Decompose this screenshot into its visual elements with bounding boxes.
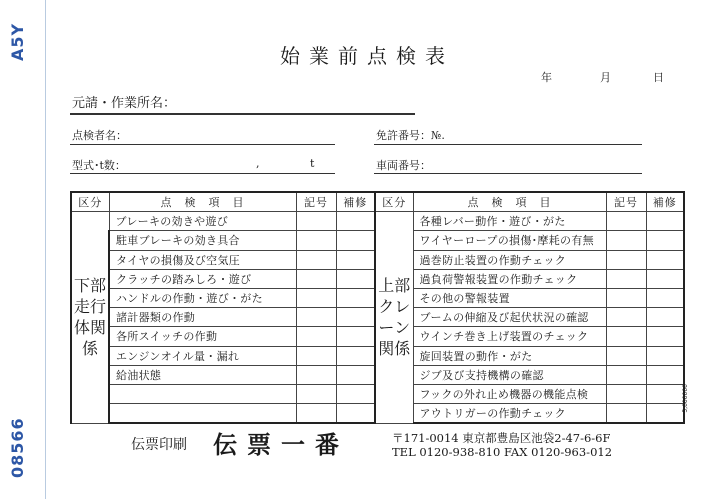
right-repair-cell-8[interactable] [646, 346, 684, 365]
right-item-10: フックの外れ止め機器の機能点検 [413, 384, 606, 403]
left-item-3: タイヤの損傷及び空気圧 [109, 250, 296, 269]
left-item-10 [109, 384, 296, 403]
left-repair-cell-9[interactable] [336, 365, 375, 384]
right-repair-cell-2[interactable] [646, 231, 684, 250]
right-repair-cell-3[interactable] [646, 250, 684, 269]
left-item-7: 各所スイッチの作動 [109, 327, 296, 346]
company-address: 〒171-0014 東京都豊島区池袋2-47-6-6F [392, 431, 611, 445]
left-repair-cell-2[interactable] [336, 231, 375, 250]
header-repair-left: 補修 [336, 192, 375, 212]
table-row [71, 212, 684, 231]
right-item-5: その他の警報装置 [413, 288, 606, 307]
date-month: 月 [600, 71, 611, 84]
right-mark-cell-4[interactable] [606, 269, 646, 288]
right-repair-cell-10[interactable] [646, 384, 684, 403]
brand-logo: 伝票一番 [213, 430, 349, 459]
header-item-left: 点 検 項 目 [109, 192, 296, 212]
right-mark-cell-6[interactable] [606, 308, 646, 327]
right-repair-cell-11[interactable] [646, 404, 684, 424]
date-year: 年 [541, 71, 552, 84]
left-item-4: クラッチの踏みしろ・遊び [109, 269, 296, 288]
right-mark-cell-9[interactable] [606, 365, 646, 384]
left-item-2: 駐車ブレーキの効き具合 [109, 231, 296, 250]
left-mark-cell-9[interactable] [296, 365, 336, 384]
left-mark-cell-5[interactable] [296, 288, 336, 307]
left-repair-cell-1[interactable] [336, 212, 375, 231]
header-category-left: 区分 [71, 192, 109, 212]
header-repair-right: 補修 [646, 192, 684, 212]
left-mark-cell-11[interactable] [296, 404, 336, 424]
left-item-1: ブレーキの効きや遊び [109, 212, 296, 231]
right-mark-cell-3[interactable] [606, 250, 646, 269]
header-item-right: 点 検 項 目 [413, 192, 606, 212]
right-mark-cell-7[interactable] [606, 327, 646, 346]
left-repair-cell-10[interactable] [336, 384, 375, 403]
left-repair-cell-11[interactable] [336, 404, 375, 424]
right-item-9: ジブ及び支持機構の確認 [413, 365, 606, 384]
serial-number: 5,000000 [682, 384, 689, 413]
form-code-top: A5Y [8, 22, 27, 62]
print-company-label: 伝票印刷 [131, 437, 187, 453]
vehicle-field[interactable] [374, 173, 642, 174]
model-ton-unit: t [310, 157, 315, 170]
left-item-9: 給油状態 [109, 365, 296, 384]
vehicle-label: 車両番号： [376, 159, 431, 172]
table-header-row [71, 192, 684, 212]
right-mark-cell-2[interactable] [606, 231, 646, 250]
right-mark-cell-10[interactable] [606, 384, 646, 403]
left-mark-cell-6[interactable] [296, 308, 336, 327]
right-mark-cell-5[interactable] [606, 288, 646, 307]
right-item-6: ブームの伸縮及び起伏状況の確認 [413, 308, 606, 327]
left-item-8: エンジンオイル量・漏れ [109, 346, 296, 365]
category-lower-travel: 下部走行体関係 [71, 212, 109, 424]
side-strip [0, 0, 46, 499]
company-phone-fax: TEL 0120-938-810 FAX 0120-963-012 [392, 445, 613, 459]
left-item-5: ハンドルの作動・遊び・がた [109, 288, 296, 307]
left-repair-cell-3[interactable] [336, 250, 375, 269]
contractor-field[interactable] [70, 113, 415, 115]
category-upper-crane: 上部クレーン関係 [375, 212, 413, 424]
inspector-label: 点検者名： [72, 129, 127, 142]
right-item-11: アウトリガーの作動チェック [413, 404, 606, 424]
form-code-bottom: 08566 [8, 417, 27, 478]
license-field[interactable] [374, 144, 642, 145]
left-mark-cell-4[interactable] [296, 269, 336, 288]
right-repair-cell-1[interactable] [646, 212, 684, 231]
header-category-right: 区分 [375, 192, 413, 212]
left-mark-cell-2[interactable] [296, 231, 336, 250]
header-mark-right: 記号 [606, 192, 646, 212]
right-item-7: ウインチ巻き上げ装置のチェック [413, 327, 606, 346]
right-repair-cell-4[interactable] [646, 269, 684, 288]
model-field[interactable] [70, 173, 335, 174]
right-item-4: 過負荷警報装置の作動チェック [413, 269, 606, 288]
right-item-8: 旋回装置の動作・がた [413, 346, 606, 365]
left-item-6: 諸計器類の作動 [109, 308, 296, 327]
form-title: 始業前点検表 [280, 44, 454, 68]
right-mark-cell-8[interactable] [606, 346, 646, 365]
inspector-field[interactable] [70, 144, 335, 145]
left-repair-cell-4[interactable] [336, 269, 375, 288]
right-repair-cell-5[interactable] [646, 288, 684, 307]
right-mark-cell-11[interactable] [606, 404, 646, 424]
right-repair-cell-7[interactable] [646, 327, 684, 346]
right-item-2: ワイヤーロープの損傷･摩耗の有無 [413, 231, 606, 250]
header-mark-left: 記号 [296, 192, 336, 212]
left-mark-cell-8[interactable] [296, 346, 336, 365]
right-item-3: 過巻防止装置の作動チェック [413, 250, 606, 269]
left-repair-cell-8[interactable] [336, 346, 375, 365]
left-repair-cell-6[interactable] [336, 308, 375, 327]
license-label: 免許番号：№. [376, 129, 445, 142]
left-mark-cell-3[interactable] [296, 250, 336, 269]
right-repair-cell-6[interactable] [646, 308, 684, 327]
left-mark-cell-10[interactable] [296, 384, 336, 403]
model-label: 型式･t数： [72, 159, 126, 172]
date-day: 日 [653, 71, 664, 84]
model-separator: , [256, 157, 260, 170]
left-mark-cell-1[interactable] [296, 212, 336, 231]
right-repair-cell-9[interactable] [646, 365, 684, 384]
left-mark-cell-7[interactable] [296, 327, 336, 346]
contractor-label: 元請・作業所名： [72, 96, 177, 111]
right-mark-cell-1[interactable] [606, 212, 646, 231]
inspection-table [70, 191, 685, 424]
left-repair-cell-7[interactable] [336, 327, 375, 346]
left-item-11 [109, 404, 296, 424]
left-repair-cell-5[interactable] [336, 288, 375, 307]
right-item-1: 各種レバー動作・遊び・がた [413, 212, 606, 231]
